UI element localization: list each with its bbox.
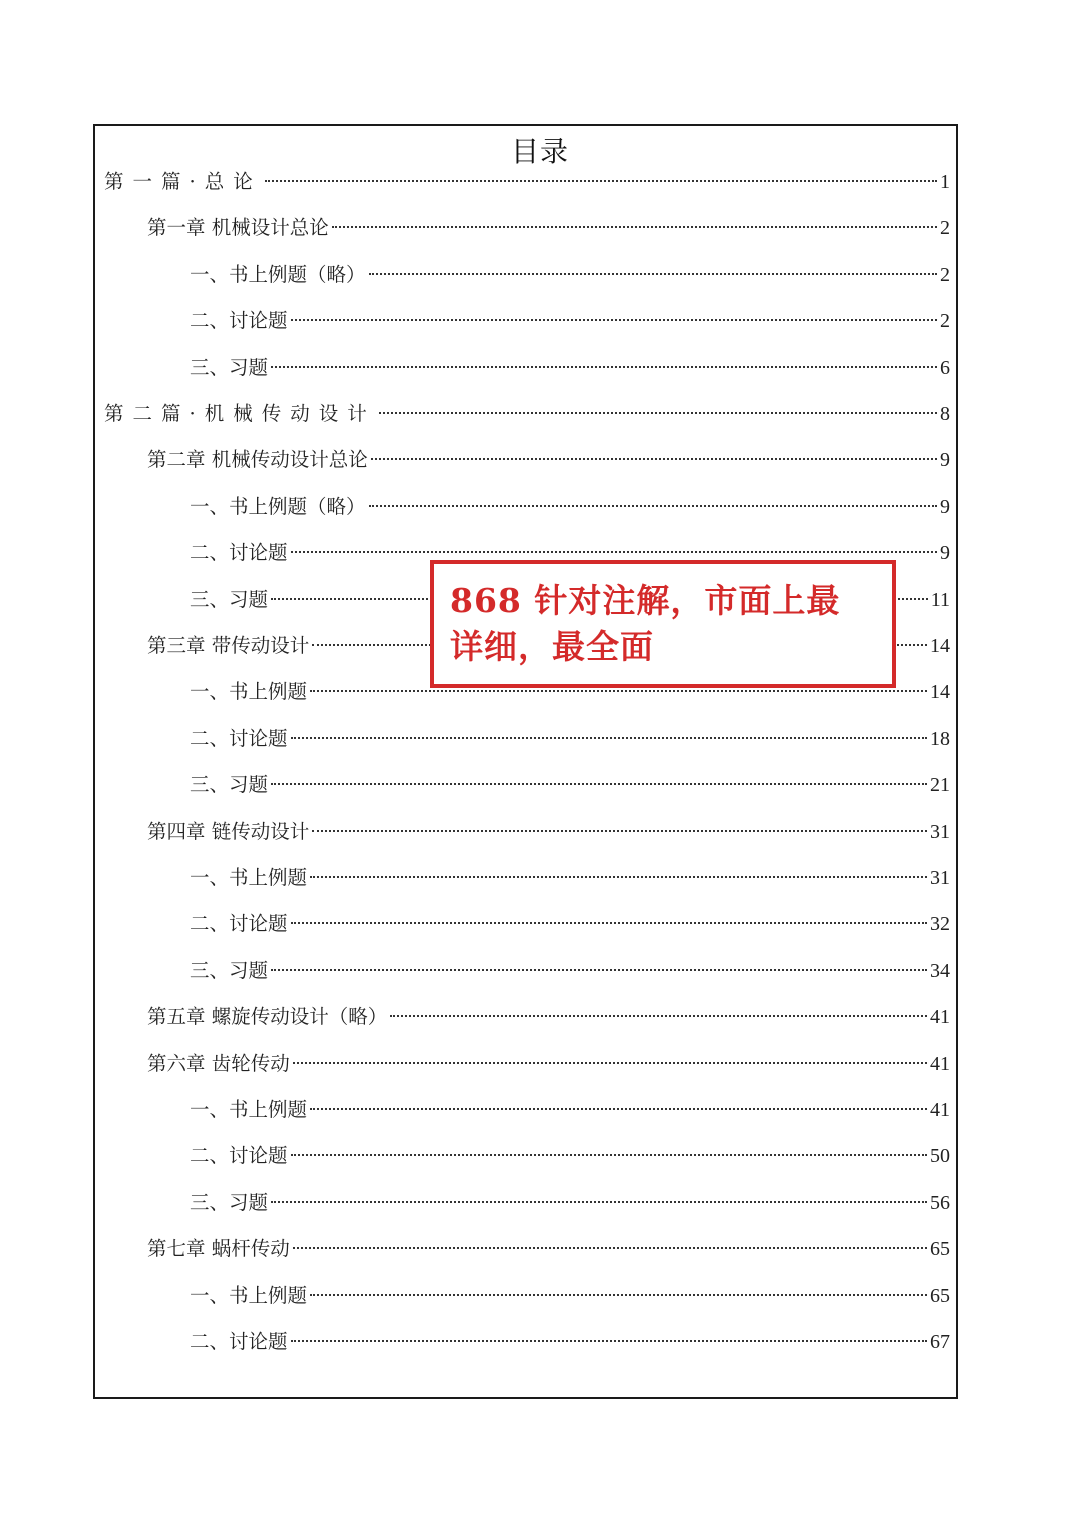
toc-entry-page-number: 32 xyxy=(930,913,950,936)
toc-dot-leader xyxy=(310,1108,927,1110)
toc-section-entry xyxy=(190,1281,950,1311)
toc-entry-page-number: 31 xyxy=(930,820,950,843)
toc-entry-label: 一、书上例题（略） xyxy=(190,262,366,286)
toc-entry-page-number: 65 xyxy=(930,1284,950,1307)
toc-entry-label: 三、习题 xyxy=(190,958,269,982)
toc-entry-label: 三、习题 xyxy=(190,1190,269,1214)
toc-entry-label: 第三章 带传动设计 xyxy=(147,634,310,657)
toc-section-entry xyxy=(190,770,950,800)
toc-dot-leader xyxy=(369,505,937,507)
toc-chapter-entry xyxy=(147,1234,950,1264)
toc-entry-label: 二、讨论题 xyxy=(190,541,288,565)
toc-entry-page-number: 34 xyxy=(930,959,950,982)
toc-chapter-entry xyxy=(147,1049,950,1079)
toc-entry-page-number: 65 xyxy=(930,1238,950,1261)
toc-dot-leader xyxy=(291,551,937,553)
toc-entry-page-number: 9 xyxy=(940,542,950,565)
toc-entry-label: 一、书上例题 xyxy=(190,1283,308,1307)
callout-line-1: 868 针对注解，市面上最 xyxy=(450,581,841,620)
toc-entry-label: 第二篇·机械传动设计 xyxy=(104,402,376,425)
toc-entry-label: 第五章 螺旋传动设计（略） xyxy=(147,1005,388,1029)
toc-dot-leader xyxy=(332,226,937,228)
toc-dot-leader xyxy=(310,1294,927,1296)
toc-entry-page-number: 14 xyxy=(930,635,950,657)
toc-section-entry xyxy=(190,956,950,986)
toc-entry-page-number: 41 xyxy=(930,1052,950,1075)
toc-dot-leader xyxy=(312,830,927,832)
toc-entry-page-number: 41 xyxy=(930,1006,950,1029)
toc-entry-page-number: 1 xyxy=(940,171,950,193)
callout-line-2: 详细，最全面 xyxy=(450,627,654,666)
toc-dot-leader xyxy=(291,1154,927,1156)
toc-entry-page-number: 9 xyxy=(940,495,950,518)
toc-entry-label: 三、习题 xyxy=(190,587,269,611)
toc-entry-label: 三、习题 xyxy=(190,773,269,797)
toc-entry-page-number: 9 xyxy=(940,449,950,472)
toc-entry-label: 第二章 机械传动设计总论 xyxy=(147,448,368,472)
toc-entry-page-number: 6 xyxy=(940,356,950,379)
toc-entry-label: 二、讨论题 xyxy=(190,309,288,333)
toc-dot-leader xyxy=(271,783,927,785)
toc-chapter-entry xyxy=(147,817,950,847)
toc-dot-leader xyxy=(291,1340,927,1342)
toc-section-entry xyxy=(190,306,950,336)
toc-entry-page-number: 8 xyxy=(940,403,950,425)
toc-dot-leader xyxy=(265,180,937,182)
toc-entry-label: 第一章 机械设计总论 xyxy=(147,216,329,240)
toc-section-entry xyxy=(190,863,950,893)
toc-entry-label: 第一篇·总论 xyxy=(104,170,262,193)
toc-dot-leader xyxy=(310,876,927,878)
toc-dot-leader xyxy=(271,366,937,368)
toc-entry-label: 二、讨论题 xyxy=(190,1330,288,1353)
toc-chapter-entry xyxy=(147,1002,950,1032)
toc-entry-page-number: 2 xyxy=(940,217,950,240)
toc-entry-page-number: 50 xyxy=(930,1145,950,1168)
toc-part-entry xyxy=(104,167,950,197)
toc-dot-leader xyxy=(369,273,937,275)
toc-section-entry xyxy=(190,909,950,939)
toc-entry-page-number: 31 xyxy=(930,867,950,889)
toc-section-entry xyxy=(190,492,950,522)
toc-dot-leader xyxy=(291,922,927,924)
toc-entry-label: 一、书上例题 xyxy=(190,680,308,704)
toc-entry-page-number: 2 xyxy=(940,310,950,333)
annotation-callout xyxy=(430,560,896,688)
toc-dot-leader xyxy=(390,1015,927,1017)
toc-dot-leader xyxy=(271,1201,927,1203)
toc-entry-page-number: 41 xyxy=(930,1099,950,1121)
toc-entry-label: 二、讨论题 xyxy=(190,726,288,750)
toc-dot-leader xyxy=(271,969,927,971)
toc-title: 目录 xyxy=(510,135,569,168)
toc-entry-page-number: 18 xyxy=(930,727,950,750)
toc-dot-leader xyxy=(310,690,927,692)
toc-chapter-entry xyxy=(147,213,950,243)
toc-section-entry xyxy=(190,353,950,383)
toc-section-entry xyxy=(190,1141,950,1171)
toc-dot-leader xyxy=(291,737,927,739)
toc-entry-page-number: 11 xyxy=(930,588,950,611)
toc-section-entry xyxy=(190,260,950,290)
toc-entry-page-number: 14 xyxy=(930,681,950,704)
toc-entry-page-number: 21 xyxy=(930,774,950,797)
toc-entry-label: 一、书上例题 xyxy=(190,1098,308,1121)
toc-dot-leader xyxy=(291,319,937,321)
toc-entry-label: 第四章 链传动设计 xyxy=(147,819,310,843)
toc-section-entry xyxy=(190,1327,950,1357)
toc-dot-leader xyxy=(293,1247,927,1249)
toc-entry-page-number: 56 xyxy=(930,1191,950,1214)
toc-entry-label: 第六章 齿轮传动 xyxy=(147,1051,290,1075)
toc-entry-label: 一、书上例题 xyxy=(190,866,308,889)
toc-entry-label: 二、讨论题 xyxy=(190,1144,288,1168)
toc-entry-label: 一、书上例题（略） xyxy=(190,494,366,518)
toc-section-entry xyxy=(190,1095,950,1125)
toc-entry-page-number: 67 xyxy=(930,1331,950,1353)
toc-part-entry xyxy=(104,399,950,429)
toc-entry-page-number: 2 xyxy=(940,263,950,286)
toc-section-entry xyxy=(190,1188,950,1218)
toc-dot-leader xyxy=(371,458,937,460)
toc-entry-label: 二、讨论题 xyxy=(190,912,288,936)
toc-entry-label: 三、习题 xyxy=(190,355,269,379)
toc-dot-leader xyxy=(293,1062,927,1064)
toc-entry-label: 第七章 蜗杆传动 xyxy=(147,1237,290,1261)
toc-dot-leader xyxy=(379,412,937,414)
toc-section-entry xyxy=(190,724,950,754)
toc-chapter-entry xyxy=(147,445,950,475)
